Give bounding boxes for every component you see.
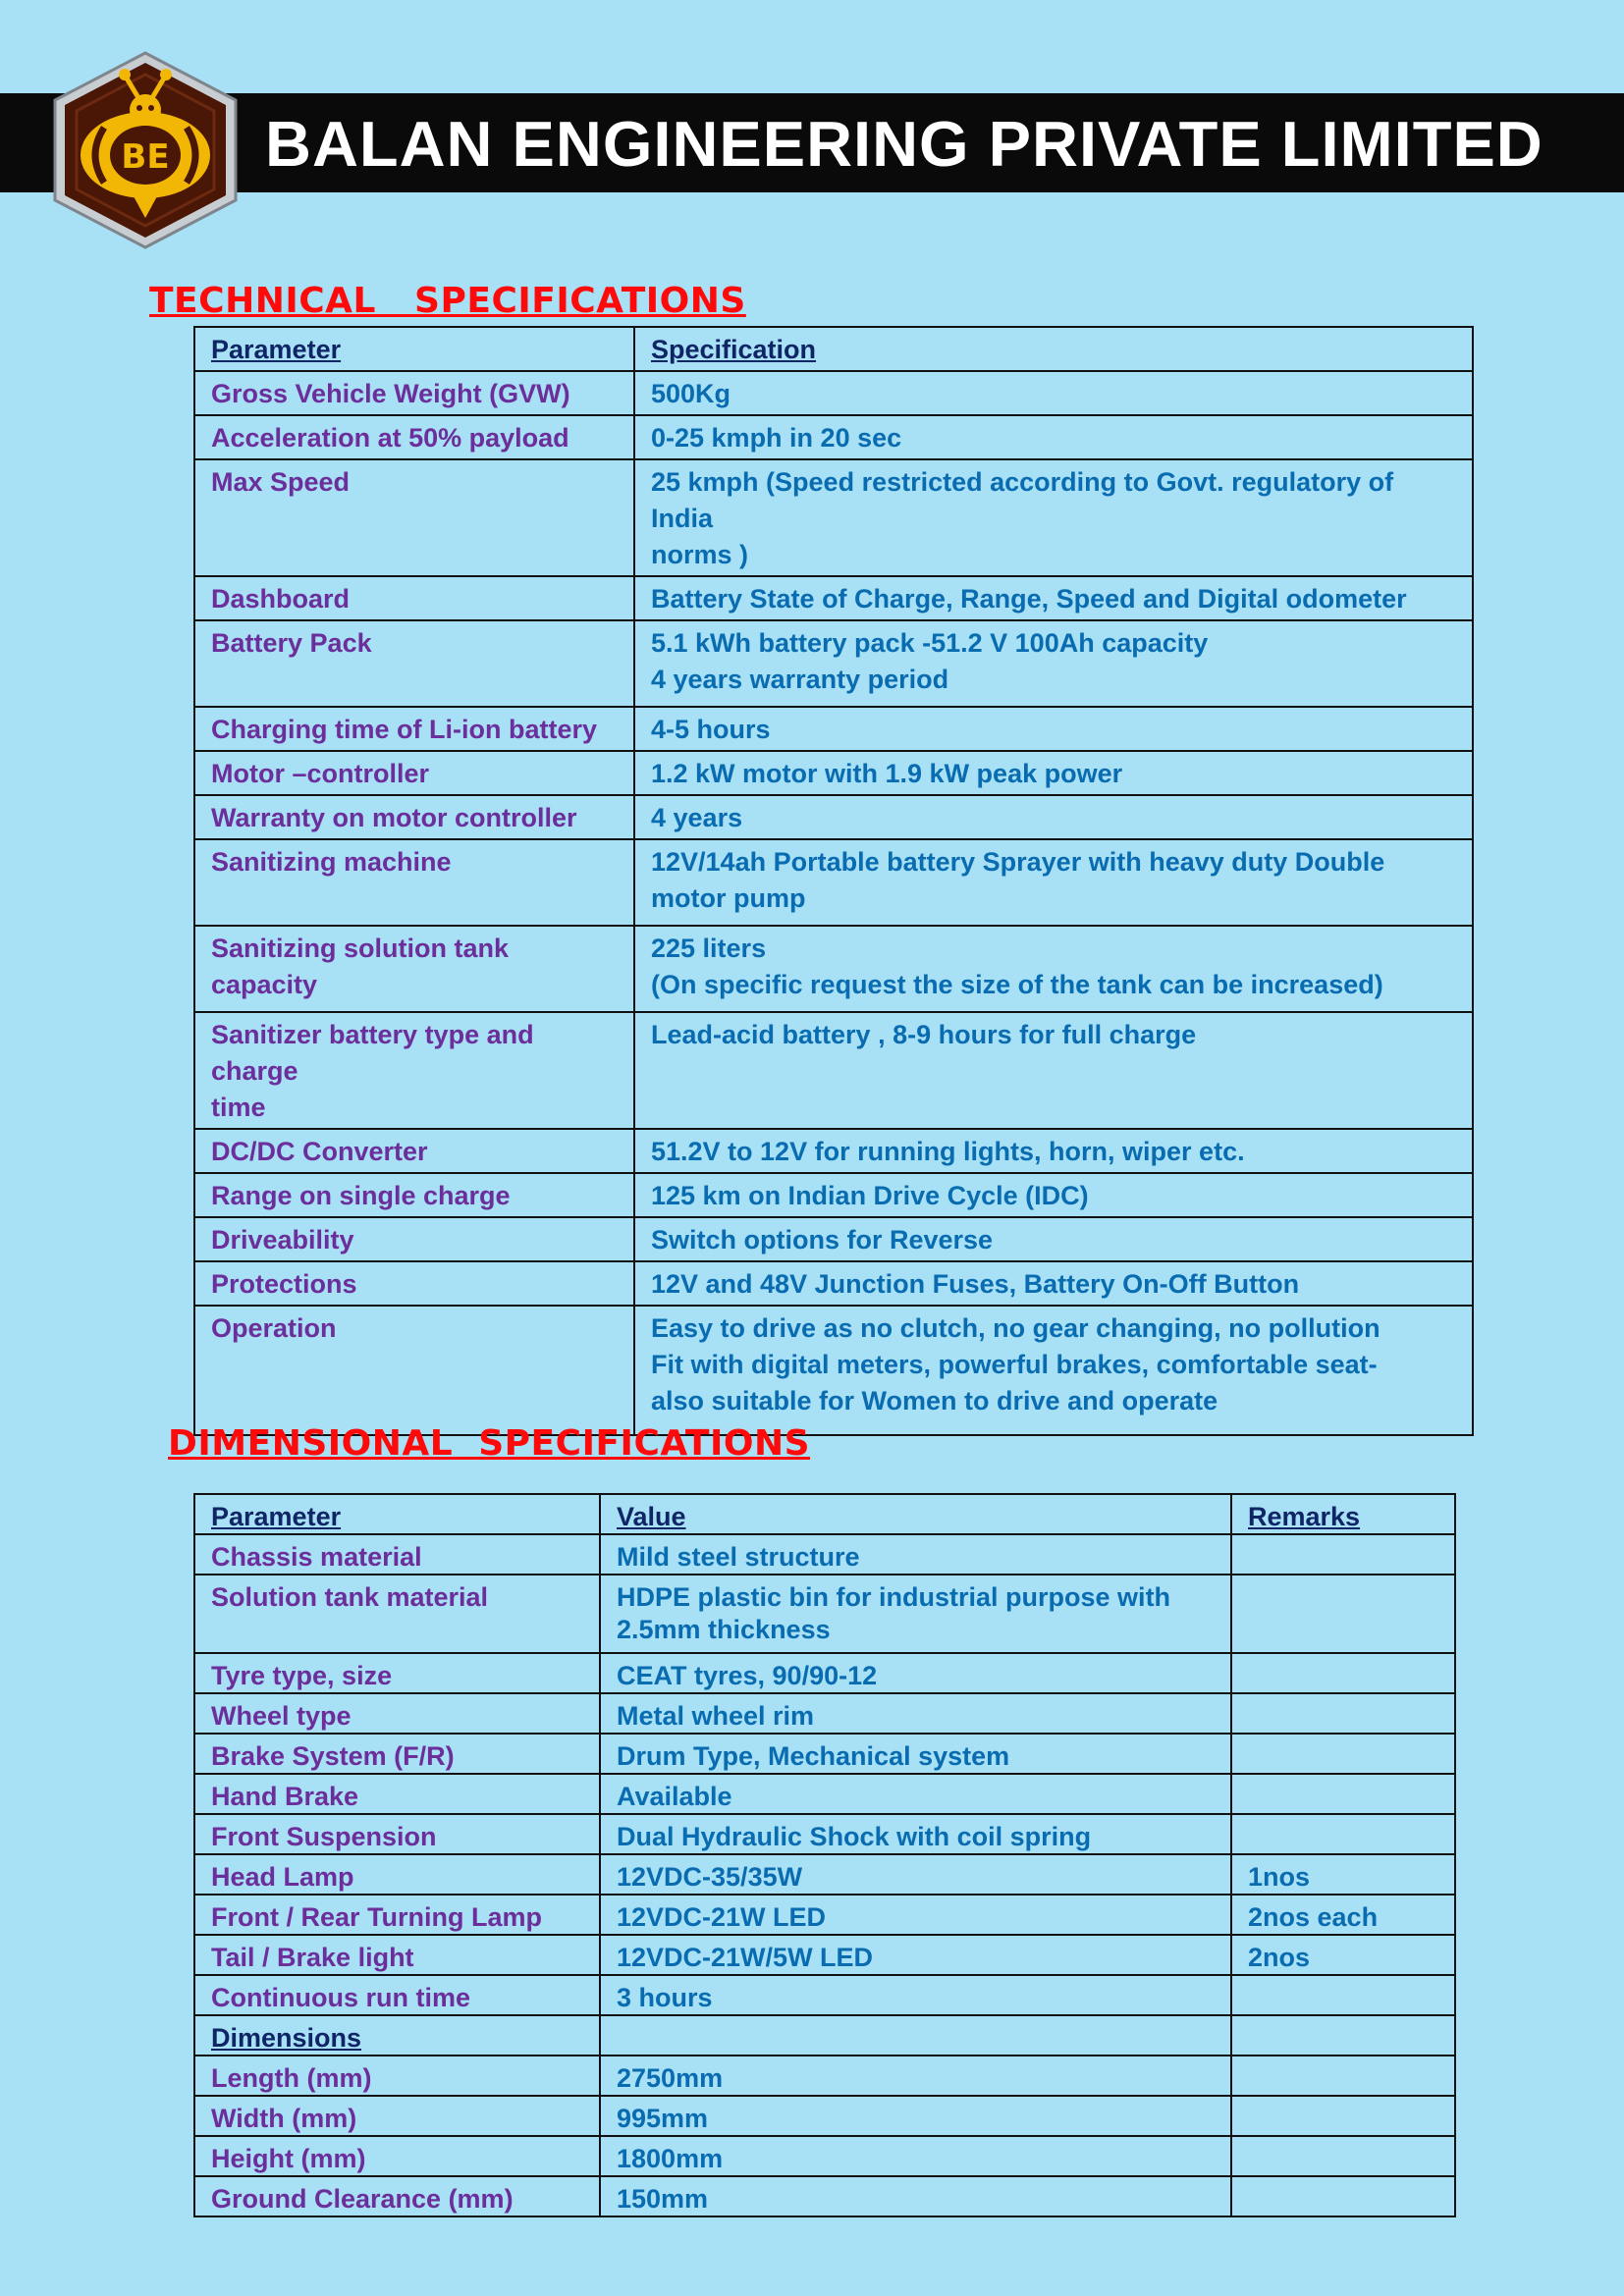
value-cell bbox=[600, 1895, 1231, 1935]
value-cell-line: 995mm bbox=[617, 2104, 709, 2133]
parameter-cell bbox=[194, 1306, 634, 1435]
table-row bbox=[194, 620, 1473, 707]
parameter-cell-line: Sanitizing solution tank capacity bbox=[211, 934, 509, 999]
parameter-cell-line: Warranty on motor controller bbox=[211, 803, 577, 832]
value-cell bbox=[600, 1814, 1231, 1854]
column-header: Specification bbox=[634, 327, 1473, 371]
table-row bbox=[194, 1261, 1473, 1306]
parameter-cell bbox=[194, 1173, 634, 1217]
technical-specs-title: TECHNICAL SPECIFICATIONS bbox=[149, 281, 746, 321]
value-cell bbox=[600, 1774, 1231, 1814]
parameter-cell-line: Brake System (F/R) bbox=[211, 1741, 455, 1771]
parameter-cell bbox=[194, 1217, 634, 1261]
value-cell-line: Drum Type, Mechanical system bbox=[617, 1741, 1010, 1771]
value-cell-line: 2750mm bbox=[617, 2063, 724, 2093]
value-cell bbox=[634, 1217, 1473, 1261]
table-row bbox=[194, 2015, 1455, 2056]
table-row bbox=[194, 371, 1473, 415]
value-cell-line: Mild steel structure bbox=[617, 1542, 860, 1572]
parameter-cell-line: Chassis material bbox=[211, 1542, 422, 1572]
parameter-cell bbox=[194, 1261, 634, 1306]
table-row bbox=[194, 1693, 1455, 1734]
dimensional-specs-title: DIMENSIONAL SPECIFICATIONS bbox=[168, 1423, 811, 1464]
parameter-cell bbox=[194, 926, 634, 1012]
value-cell-line: 12VDC-21W LED bbox=[617, 1902, 827, 1932]
value-cell bbox=[600, 2176, 1231, 2216]
parameter-cell bbox=[194, 415, 634, 459]
value-cell bbox=[600, 1653, 1231, 1693]
parameter-cell bbox=[194, 1774, 600, 1814]
parameter-cell-line: Protections bbox=[211, 1269, 357, 1299]
parameter-cell-line: Length (mm) bbox=[211, 2063, 372, 2093]
parameter-cell-line: Dashboard bbox=[211, 584, 351, 614]
parameter-cell bbox=[194, 1653, 600, 1693]
value-cell bbox=[634, 751, 1473, 795]
remarks-cell bbox=[1231, 1774, 1455, 1814]
parameter-cell-line: Range on single charge bbox=[211, 1181, 511, 1210]
parameter-cell-line: DC/DC Converter bbox=[211, 1137, 428, 1166]
parameter-cell-line: Driveability bbox=[211, 1225, 354, 1255]
value-cell bbox=[600, 2136, 1231, 2176]
table-row bbox=[194, 1217, 1473, 1261]
parameter-cell bbox=[194, 795, 634, 839]
column-header: Value bbox=[600, 1494, 1231, 1534]
parameter-cell bbox=[194, 751, 634, 795]
remarks-cell bbox=[1231, 2056, 1455, 2096]
parameter-cell bbox=[194, 1854, 600, 1895]
remarks-cell bbox=[1231, 2096, 1455, 2136]
parameter-cell-line: Head Lamp bbox=[211, 1862, 354, 1892]
parameter-cell bbox=[194, 1975, 600, 2015]
table-row bbox=[194, 2056, 1455, 2096]
parameter-cell bbox=[194, 2176, 600, 2216]
value-cell-line: HDPE plastic bin for industrial purpose with bbox=[617, 1582, 1171, 1612]
parameter-cell bbox=[194, 1129, 634, 1173]
value-cell-line: motor pump bbox=[651, 883, 806, 913]
remarks-cell bbox=[1231, 1734, 1455, 1774]
parameter-cell-line: Wheel type bbox=[211, 1701, 352, 1731]
parameter-cell-line: Tail / Brake light bbox=[211, 1943, 414, 1972]
table-row bbox=[194, 2096, 1455, 2136]
value-cell-line: Lead-acid battery , 8-9 hours for full charge bbox=[651, 1020, 1197, 1049]
parameter-cell bbox=[194, 1734, 600, 1774]
value-cell-line: Available bbox=[617, 1782, 732, 1811]
parameter-cell-line: Front Suspension bbox=[211, 1822, 437, 1851]
parameter-cell-line: Max Speed bbox=[211, 467, 351, 497]
value-cell-line: 12VDC-21W/5W LED bbox=[617, 1943, 874, 1972]
value-cell-line: 150mm bbox=[617, 2184, 709, 2214]
parameter-cell bbox=[194, 839, 634, 926]
table-row bbox=[194, 1129, 1473, 1173]
table-row bbox=[194, 1975, 1455, 2015]
table-row bbox=[194, 1534, 1455, 1575]
value-cell-line: 4-5 hours bbox=[651, 715, 771, 744]
table-row bbox=[194, 415, 1473, 459]
value-cell bbox=[600, 1975, 1231, 2015]
parameter-cell bbox=[194, 576, 634, 620]
table-row bbox=[194, 751, 1473, 795]
remarks-cell bbox=[1231, 1693, 1455, 1734]
parameter-cell-line: Solution tank material bbox=[211, 1582, 489, 1612]
table-row bbox=[194, 2136, 1455, 2176]
company-name: BALAN ENGINEERING PRIVATE LIMITED bbox=[265, 108, 1543, 180]
column-header: Parameter bbox=[194, 1494, 600, 1534]
table-header-row bbox=[194, 1494, 1455, 1534]
value-cell-line bbox=[617, 2022, 1215, 2055]
value-cell bbox=[634, 839, 1473, 926]
table-row bbox=[194, 1306, 1473, 1435]
company-logo bbox=[47, 49, 244, 251]
value-cell bbox=[634, 415, 1473, 459]
remarks-cell bbox=[1231, 1814, 1455, 1854]
parameter-cell bbox=[194, 2096, 600, 2136]
value-cell-line: Battery State of Charge, Range, Speed and Digital odometer bbox=[651, 584, 1407, 614]
table-row bbox=[194, 707, 1473, 751]
parameter-cell bbox=[194, 371, 634, 415]
remarks-cell: 2nos bbox=[1231, 1935, 1455, 1975]
remarks-cell: 2nos each bbox=[1231, 1895, 1455, 1935]
parameter-cell bbox=[194, 2136, 600, 2176]
table-row bbox=[194, 1854, 1455, 1895]
table-header-row bbox=[194, 327, 1473, 371]
remarks-cell: 1nos bbox=[1231, 1854, 1455, 1895]
parameter-cell-line: Battery Pack bbox=[211, 628, 372, 658]
table-row bbox=[194, 1173, 1473, 1217]
parameter-cell-line: Continuous run time bbox=[211, 1983, 470, 2012]
value-cell-line: (On specific request the size of the tank can be increased) bbox=[651, 970, 1383, 999]
parameter-cell-line: Ground Clearance (mm) bbox=[211, 2184, 514, 2214]
value-cell bbox=[634, 795, 1473, 839]
parameter-cell bbox=[194, 707, 634, 751]
table-row bbox=[194, 1774, 1455, 1814]
parameter-cell-line: Acceleration at 50% payload bbox=[211, 423, 569, 453]
value-cell-line: 12VDC-35/35W bbox=[617, 1862, 803, 1892]
parameter-cell bbox=[194, 459, 634, 576]
value-cell-line: norms ) bbox=[651, 540, 749, 569]
parameter-cell-line: Height (mm) bbox=[211, 2144, 366, 2173]
value-cell-line: 225 liters bbox=[651, 934, 767, 963]
value-cell bbox=[600, 1935, 1231, 1975]
value-cell bbox=[634, 1012, 1473, 1129]
parameter-cell-line: Gross Vehicle Weight (GVW) bbox=[211, 379, 570, 408]
value-cell-line: Fit with digital meters, powerful brakes, comfortable seat- bbox=[651, 1350, 1378, 1379]
parameter-cell bbox=[194, 620, 634, 707]
parameter-cell bbox=[194, 1895, 600, 1935]
value-cell-line: Easy to drive as no clutch, no gear changing, no pollution bbox=[651, 1313, 1380, 1343]
parameter-cell-line: Width (mm) bbox=[211, 2104, 357, 2133]
column-header: Remarks bbox=[1231, 1494, 1455, 1534]
value-cell-line: 1.2 kW motor with 1.9 kW peak power bbox=[651, 759, 1123, 788]
value-cell bbox=[634, 1306, 1473, 1435]
remarks-cell bbox=[1231, 2136, 1455, 2176]
table-row bbox=[194, 1814, 1455, 1854]
table-row bbox=[194, 2176, 1455, 2216]
technical-specs-table bbox=[193, 326, 1474, 1436]
value-cell bbox=[600, 2096, 1231, 2136]
remarks-cell bbox=[1231, 1653, 1455, 1693]
remarks-cell bbox=[1231, 1575, 1455, 1653]
table-row bbox=[194, 1935, 1455, 1975]
value-cell bbox=[634, 1261, 1473, 1306]
parameter-cell-line: Motor –controller bbox=[211, 759, 430, 788]
value-cell-line: Dual Hydraulic Shock with coil spring bbox=[617, 1822, 1092, 1851]
value-cell-line: 12V and 48V Junction Fuses, Battery On-Off Button bbox=[651, 1269, 1300, 1299]
parameter-cell-line: Hand Brake bbox=[211, 1782, 359, 1811]
value-cell bbox=[634, 1129, 1473, 1173]
parameter-cell bbox=[194, 2015, 600, 2056]
parameter-cell bbox=[194, 1935, 600, 1975]
value-cell-line: 25 kmph (Speed restricted according to Govt. regulatory of India bbox=[651, 467, 1394, 533]
table-row bbox=[194, 1734, 1455, 1774]
parameter-cell-line: Tyre type, size bbox=[211, 1661, 393, 1690]
table-row bbox=[194, 795, 1473, 839]
parameter-cell-line: Dimensions bbox=[211, 2023, 362, 2053]
value-cell-line: 2.5mm thickness bbox=[617, 1615, 831, 1644]
value-cell bbox=[634, 620, 1473, 707]
value-cell bbox=[600, 1534, 1231, 1575]
value-cell bbox=[634, 707, 1473, 751]
value-cell-line: Switch options for Reverse bbox=[651, 1225, 994, 1255]
value-cell bbox=[600, 1575, 1231, 1653]
value-cell-line: 125 km on Indian Drive Cycle (IDC) bbox=[651, 1181, 1089, 1210]
remarks-cell bbox=[1231, 1975, 1455, 2015]
value-cell-line: Metal wheel rim bbox=[617, 1701, 815, 1731]
table-row bbox=[194, 576, 1473, 620]
value-cell-line: 12V/14ah Portable battery Sprayer with heavy duty Double bbox=[651, 847, 1385, 877]
value-cell bbox=[600, 1693, 1231, 1734]
value-cell-line: 500Kg bbox=[651, 379, 731, 408]
remarks-cell bbox=[1231, 2176, 1455, 2216]
value-cell bbox=[634, 459, 1473, 576]
table-row bbox=[194, 839, 1473, 926]
parameter-cell bbox=[194, 2056, 600, 2096]
column-header: Parameter bbox=[194, 327, 634, 371]
value-cell bbox=[634, 371, 1473, 415]
parameter-cell bbox=[194, 1814, 600, 1854]
value-cell-line: 0-25 kmph in 20 sec bbox=[651, 423, 902, 453]
parameter-cell bbox=[194, 1012, 634, 1129]
value-cell bbox=[634, 576, 1473, 620]
parameter-cell bbox=[194, 1693, 600, 1734]
value-cell-line: CEAT tyres, 90/90-12 bbox=[617, 1661, 878, 1690]
value-cell-line: 5.1 kWh battery pack -51.2 V 100Ah capacity bbox=[651, 628, 1209, 658]
value-cell bbox=[600, 2015, 1231, 2056]
value-cell-line: 4 years bbox=[651, 803, 743, 832]
value-cell bbox=[600, 1854, 1231, 1895]
parameter-cell-line: Sanitizing machine bbox=[211, 847, 452, 877]
dimensional-specs-table bbox=[193, 1493, 1456, 2217]
table-row bbox=[194, 1012, 1473, 1129]
value-cell-line: also suitable for Women to drive and operate bbox=[651, 1386, 1218, 1415]
parameter-cell-line: Sanitizer battery type and charge bbox=[211, 1020, 534, 1086]
value-cell bbox=[634, 926, 1473, 1012]
value-cell-line: 3 hours bbox=[617, 1983, 713, 2012]
value-cell bbox=[600, 2056, 1231, 2096]
table-row bbox=[194, 1575, 1455, 1653]
parameter-cell bbox=[194, 1575, 600, 1653]
table-row bbox=[194, 459, 1473, 576]
value-cell-line: 51.2V to 12V for running lights, horn, wiper etc. bbox=[651, 1137, 1245, 1166]
table-row bbox=[194, 926, 1473, 1012]
parameter-cell-line: time bbox=[211, 1093, 266, 1122]
table-row bbox=[194, 1653, 1455, 1693]
remarks-cell bbox=[1231, 1534, 1455, 1575]
value-cell bbox=[600, 1734, 1231, 1774]
parameter-cell-line: Front / Rear Turning Lamp bbox=[211, 1902, 542, 1932]
table-row bbox=[194, 1895, 1455, 1935]
logo-text: BE bbox=[121, 137, 170, 177]
value-cell bbox=[634, 1173, 1473, 1217]
parameter-cell bbox=[194, 1534, 600, 1575]
remarks-cell bbox=[1231, 2015, 1455, 2056]
value-cell-line: 1800mm bbox=[617, 2144, 724, 2173]
parameter-cell-line: Operation bbox=[211, 1313, 337, 1343]
parameter-cell-line: Charging time of Li-ion battery bbox=[211, 715, 598, 744]
value-cell-line: 4 years warranty period bbox=[651, 665, 949, 694]
